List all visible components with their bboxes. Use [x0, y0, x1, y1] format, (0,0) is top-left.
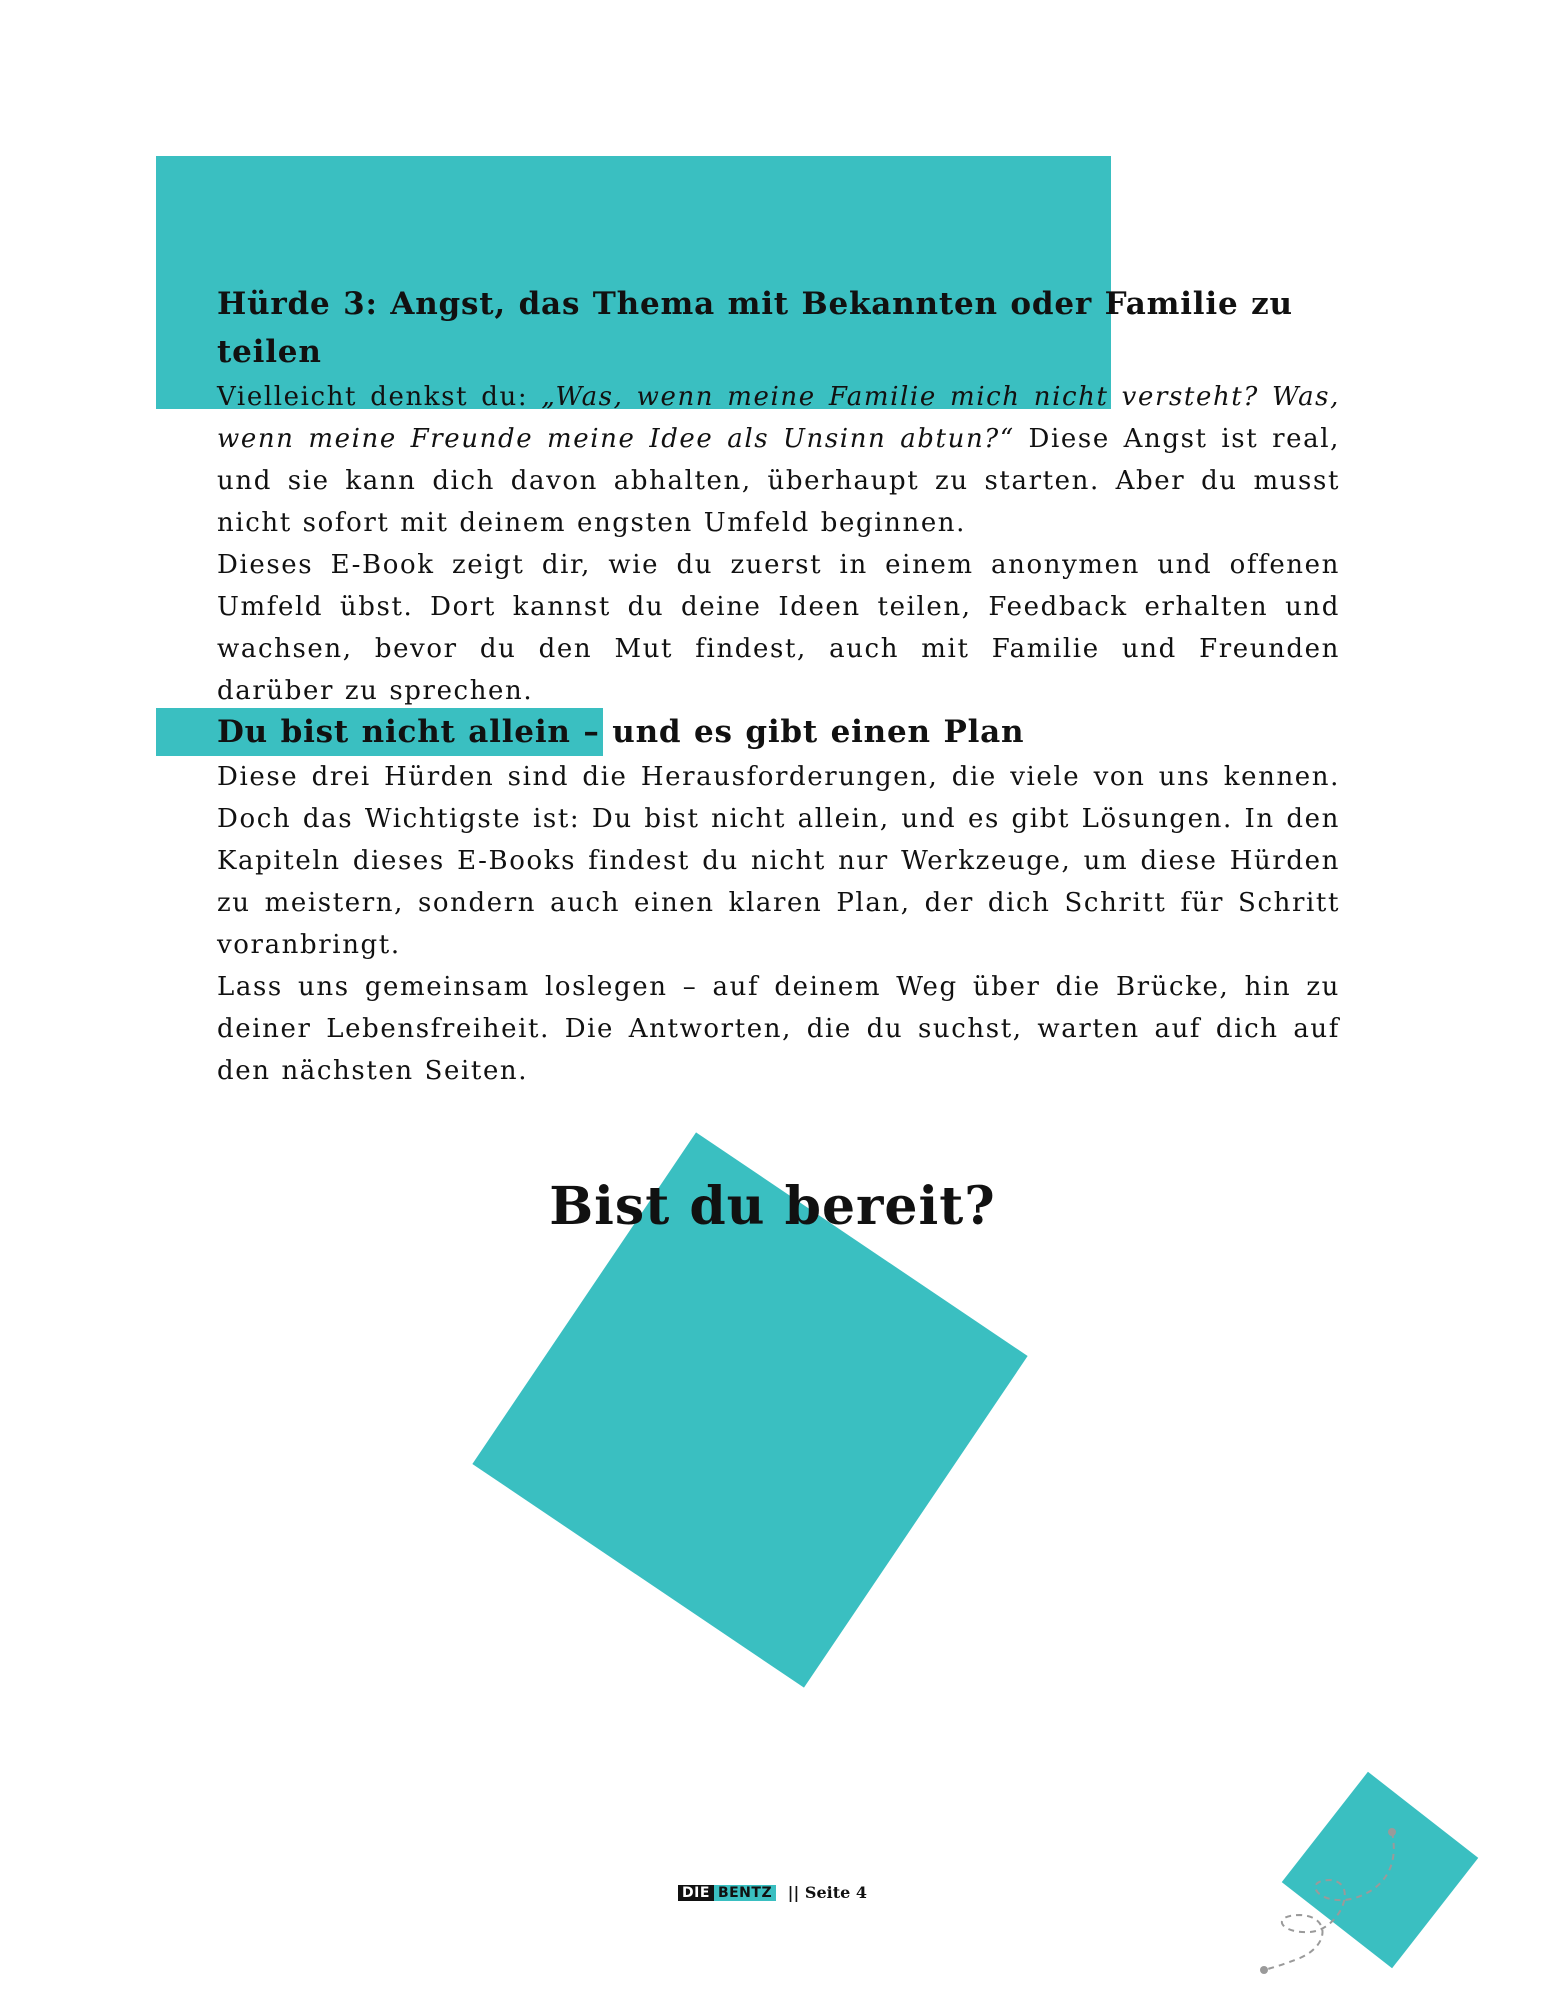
page-footer	[0, 1880, 1545, 1905]
logo-part-die: DIE	[678, 1885, 714, 1901]
call-to-action-title: Bist du bereit?	[549, 1176, 996, 1237]
section-heading: Hürde 3: Angst, das Thema mit Bekannten oder Familie zu teilen	[217, 286, 1293, 370]
section-heading: Du bist nicht allein – und es gibt einen Plan	[217, 714, 1025, 750]
logo-part-bentz: BENTZ	[714, 1885, 776, 1901]
section-hurdle-3	[217, 280, 1340, 712]
paragraph: Diese drei Hürden sind die Herausforderungen, die viele von uns kennen. Doch das Wichtigste ist: Du bist nicht allein, und es gibt Lösungen. In den Kapiteln dieses E-Books findest du nicht nur Werkzeuge, um diese Hürden zu meistern, sondern auch einen klaren Plan, der dich Schritt für Schritt voranbringt.	[217, 762, 1340, 960]
paragraph-intro: Vielleicht denkst du:	[217, 382, 542, 412]
paragraph: Dieses E-Book zeigt dir, wie du zuerst in einem anonymen und offenen Umfeld übst. Dort kannst du deine Ideen teilen, Feedback erhalten und wachsen, bevor du den Mut findest, auch mit Familie und Freunden darüber zu sprechen.	[217, 550, 1340, 706]
paragraph: Lass uns gemeinsam loslegen – auf deinem Weg über die Brücke, hin zu deiner Lebensfreiheit. Die Antworten, die du suchst, warten auf dich auf den nächsten Seiten.	[217, 972, 1340, 1086]
brand-logo	[678, 1884, 776, 1902]
dashed-path-decoration	[1260, 1820, 1420, 2000]
page-number: || Seite 4	[787, 1882, 867, 1902]
paragraph-rest: Diese Angst ist real, und sie kann dich davon abhalten, überhaupt zu starten. Aber du musst nicht sofort mit deinem engsten Umfeld beginnen.	[217, 424, 1340, 538]
section-not-alone	[217, 708, 1340, 1092]
paragraph	[217, 376, 1340, 544]
quote: „Was, wenn meine Familie mich nicht versteht? Was, wenn meine Freunde meine Idee als Unsinn abtun?“	[217, 382, 1340, 454]
